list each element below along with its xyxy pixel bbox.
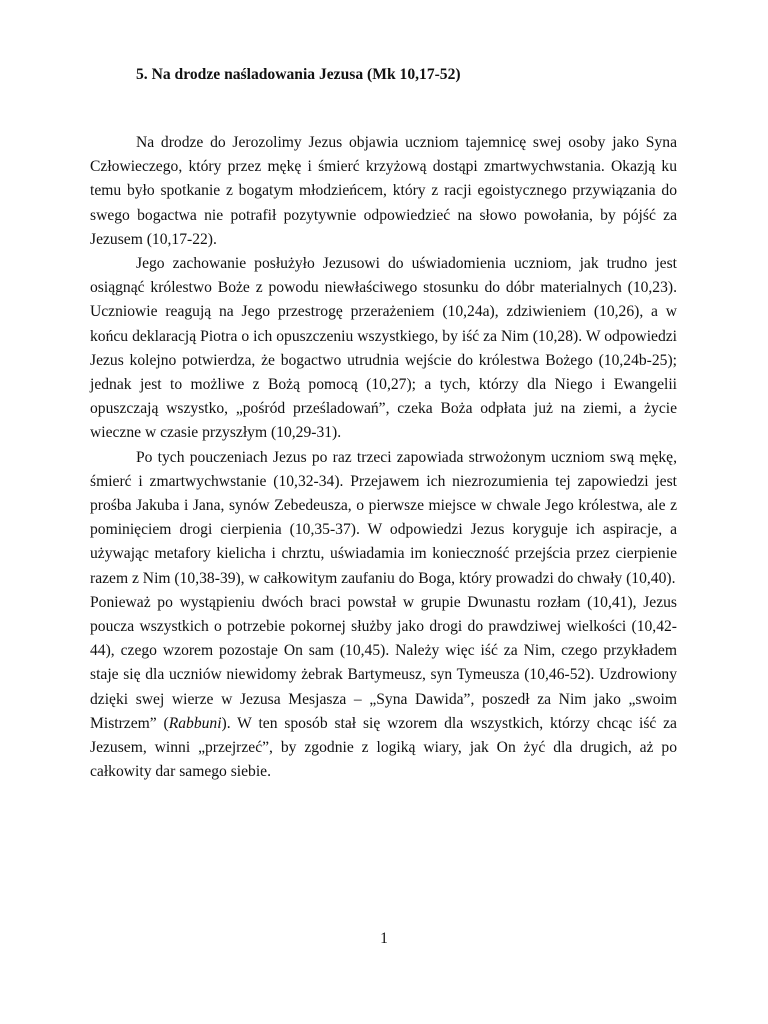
page-number: 1 bbox=[380, 930, 388, 947]
paragraph-4 bbox=[90, 591, 677, 785]
paragraph-4-text-before-italic: Ponieważ po wystąpieniu dwóch braci powstał w grupie Dwunastu rozłam (10,41), Jezus poucza wszystkich o potrzebie pokornej służby jako drogi do prawdziwej wielkości (10,42-44), czego wzorem pozostaje On sam (10,45). Należy więc iść za Nim, czego przykładem staje się dla uczniów niewidomy żebrak Bartymeusz, syn Tymeusza (10,46-52). Uzdrowiony dzięki swej wierze w Jezusa Mesjasza – „Syna Dawida”, poszedł za Nim jako „swoim Mistrzem” ( bbox=[90, 593, 677, 732]
section-heading: 5. Na drodze naśladowania Jezusa (Mk 10,17-52) bbox=[136, 66, 461, 83]
paragraph-2: Jego zachowanie posłużyło Jezusowi do uświadomienia uczniom, jak trudno jest osiągnąć królestwo Boże z powodu niewłaściwego stosunku do dóbr materialnych (10,23). Uczniowie reagują na Jego przestrogę przerażeniem (10,24a), zdziwieniem (10,26), a w końcu deklaracją Piotra o ich opuszczeniu wszystkiego, by iść za Nim (10,28). W odpowiedzi Jezus kolejno potwierdza, że bogactwo utrudnia wejście do królestwa Bożego (10,24b-25); jednak jest to możliwe z Bożą pomocą (10,27); a tych, którzy dla Niego i Ewangelii opuszczają wszystko, „pośród prześladowań”, czeka Boża odpłata już na ziemi, a życie wieczne w czasie przyszłym (10,29-31). bbox=[90, 255, 677, 442]
paragraph-4-italic-term: Rabbuni bbox=[168, 714, 222, 732]
paragraph-1: Na drodze do Jerozolimy Jezus objawia uczniom tajemnicę swej osoby jako Syna Człowieczego, który przez mękę i śmierć krzyżową dostąpi zmartwychwstania. Okazją ku temu było spotkanie z bogatym młodzieńcem, który z racji egoistycznego przywiązania do swego bogactwa nie potrafił pozytywnie odpowiedzieć na słowo powołania, by pójść za Jezusem (10,17-22). bbox=[90, 134, 677, 248]
paragraph-3: Po tych pouczeniach Jezus po raz trzeci zapowiada strwożonym uczniom swą mękę, śmierć i zmartwychwstanie (10,32-34). Przejawem ich niezrozumienia tej zapowiedzi jest prośba Jakuba i Jana, synów Zebedeusza, o pierwsze miejsce w chwale Jego królestwa, ale z pominięciem drogi cierpienia (10,35-37). W odpowiedzi Jezus koryguje ich aspiracje, a używając metafory kielicha i chrztu, uświadamia im konieczność przejścia przez cierpienie razem z Nim (10,38-39), w całkowitym zaufaniu do Boga, który prowadzi do chwały (10,40). bbox=[90, 448, 677, 587]
body-text bbox=[90, 131, 677, 784]
paragraph-4-text-after-italic: ). W ten sposób stał się wzorem dla wszystkich, którzy chcąc iść za Jezusem, winni „przejrzeć”, by zgodnie z logiką wiary, jak On żyć dla drugich, aż po całkowity dar samego siebie. bbox=[90, 714, 677, 781]
